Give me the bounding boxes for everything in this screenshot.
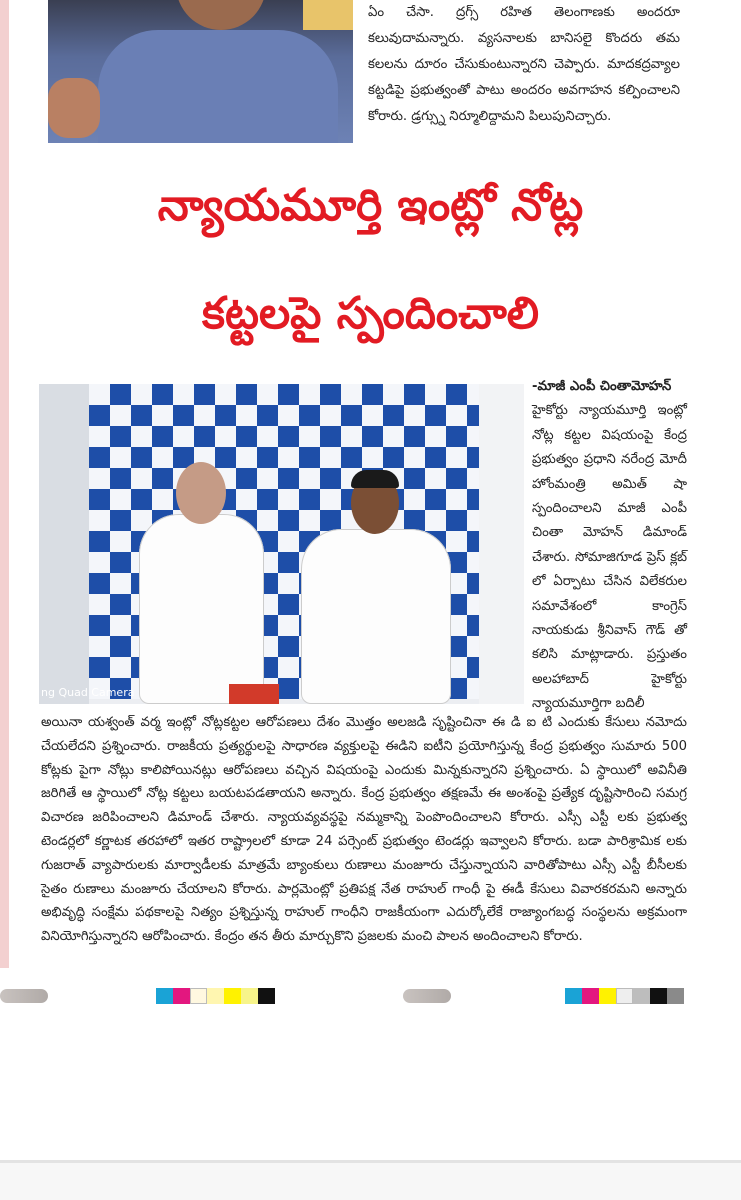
color-swatch — [616, 988, 633, 1004]
color-swatches-left — [156, 988, 275, 1004]
right-wall — [479, 384, 524, 704]
camera-watermark: ng Quad Camera — [41, 686, 135, 699]
person-right-hair — [351, 470, 399, 488]
bottom-bar — [0, 1163, 741, 1200]
byline: -మాజీ ఎంపీ చింతామోహన్ — [532, 379, 672, 394]
page-edge-strip — [0, 0, 9, 968]
speaker-beard — [176, 0, 266, 30]
color-swatch — [582, 988, 599, 1004]
headline-line-2: కట్టలపై స్పందించాలి — [202, 288, 539, 339]
color-swatch — [650, 988, 667, 1004]
color-swatch — [173, 988, 190, 1004]
color-swatches-right — [565, 988, 684, 1004]
top-article-text — [368, 0, 680, 130]
side-column-paragraph: హైకోర్టు న్యాయమూర్తి ఇంట్లో నోట్ల కట్టల విషయంపై కేంద్ర ప్రభుత్వం ప్రధాని నరేంద్ర మోదీ హోంమంత్రి అమిత్ షా స్పందించాలని మాజీ ఎంపీ చింతా మోహన్ డిమాండ్ చేశారు. సోమాజిగూడ ప్రెస్ క్లబ్ లో ఏర్పాటు చేసిన విలేకరుల సమావేశంలో కాంగ్రెస్ నాయకుడు శ్రీనివాస్ గౌడ్ తో కలిసి మాట్లాడారు. ప్రస్తుతం అలహాబాద్ హైకోర్టు న్యాయమూర్తిగా బదిలీ — [532, 403, 687, 712]
side-column — [532, 375, 687, 717]
headline-line-1: న్యాయమూర్తి ఇంట్లో నోట్ల — [157, 180, 584, 231]
color-swatch — [258, 988, 275, 1004]
color-swatch — [599, 988, 616, 1004]
color-swatch — [156, 988, 173, 1004]
speaker-hand — [48, 78, 100, 138]
press-conference-photo — [39, 384, 524, 704]
speaker-shirt — [98, 30, 338, 143]
color-swatch — [667, 988, 684, 1004]
microphone-cluster — [229, 684, 279, 704]
registration-pill-right — [403, 989, 451, 1003]
background-lamp — [303, 0, 353, 30]
color-swatch — [633, 988, 650, 1004]
person-left — [139, 514, 264, 704]
left-wall — [39, 384, 89, 704]
color-swatch — [241, 988, 258, 1004]
color-swatch — [224, 988, 241, 1004]
color-swatch — [190, 988, 207, 1004]
registration-pill-left — [0, 989, 48, 1003]
color-swatch — [565, 988, 582, 1004]
speaker-photo — [48, 0, 353, 143]
color-swatch — [207, 988, 224, 1004]
top-article-paragraph: ఏం చేసా. ద్రగ్స్ రహిత తెలంగాణకు అందరూ కలువుదామన్నారు. వ్యసనాలకు బానిసలై కొందరు తమ కలలను దూరం చేసుకుంటున్నారని చెప్పారు. మాదకద్రవ్యాల కట్టడిపై ప్రభుత్వంతో పాటు అందరం అవగాహన కల్పించాలని కోరారు. డ్రగ్స్ను నిర్మూలిద్దామని పిలుపునిచ్చారు. — [368, 5, 680, 124]
person-left-face — [176, 462, 226, 524]
article-body — [41, 711, 687, 949]
article-body-paragraph: అయినా యశ్వంత్ వర్మ ఇంట్లో నోట్లకట్టల ఆరోపణలు దేశం మొత్తం అలజడి సృష్టించినా ఈ డి ఐ టి ఎందుకు కేసులు నమోదు చేయలేదని ప్రశ్నించారు. రాజకీయ ప్రత్యర్థులపై సాధారణ వ్యక్తులపై ఈడిని ఐటీని ప్రయోగిస్తున్న కేంద్ర ప్రభుత్వం సుమారు 500 కోట్లకు పైగా నోట్లు కాలిపోయినట్లు ఆరోపణలు వచ్చిన విషయంపై ఎందుకు మిన్నకున్నారని ప్రశ్నించారు. ఏ స్థాయిలో అవినీతి జరిగితే ఆ స్థాయిలో నోట్ల కట్టలు బయటపడతాయని అన్నారు. కేంద్ర ప్రభుత్వం తక్షణమే ఈ అంశంపై ప్రత్యేక దృష్టిసారించి సమగ్ర విచారణ జరిపించాలని డిమాండ్ చేశారు. న్యాయవ్యవస్థపై నమ్మకాన్ని పెంపొందించాలని కోరారు. ఎస్సీ ఎస్టీ లకు ప్రభుత్వ టెండర్లలో కర్ణాటక తరహాలో ఇతర రాష్ట్రాలలో కూడా 24 పర్సెంట్ ప్రభుత్వం టెండర్లు ఇవ్వాలని కోరారు. బడా పారిశ్రామిక లకు గుజరాత్ వ్యాపారులకు మార్వాడీలకు మాత్రమే బ్యాంకులు రుణాలు మంజూరు చేస్తున్నాయని వారితోపాటు ఎస్సీ ఎస్టీ బీసీలకు సైతం రుణాలు మంజూరు చేయాలని కోరారు. పార్లమెంట్లో ప్రతిపక్ష నేత రాహుల్ గాంధీ పై ఈడీ కేసులు వివారకరమని అన్నారు అభివృద్ధి సంక్షేమ పథకాలపై నిత్యం ప్రశ్నిస్తున్న రాహుల్ గాంధీని రాజకీయంగా ఎదుర్కోలేకే రాజ్యాంగబద్ధ సంస్థలను అక్రమంగా వినియోగిస్తున్నారని ఆరోపించారు. కేంద్రం తన తీరు మార్చుకొని ప్రజలకు మంచి పాలన అందించాలని కోరారు. — [41, 715, 687, 945]
person-right — [301, 529, 451, 704]
